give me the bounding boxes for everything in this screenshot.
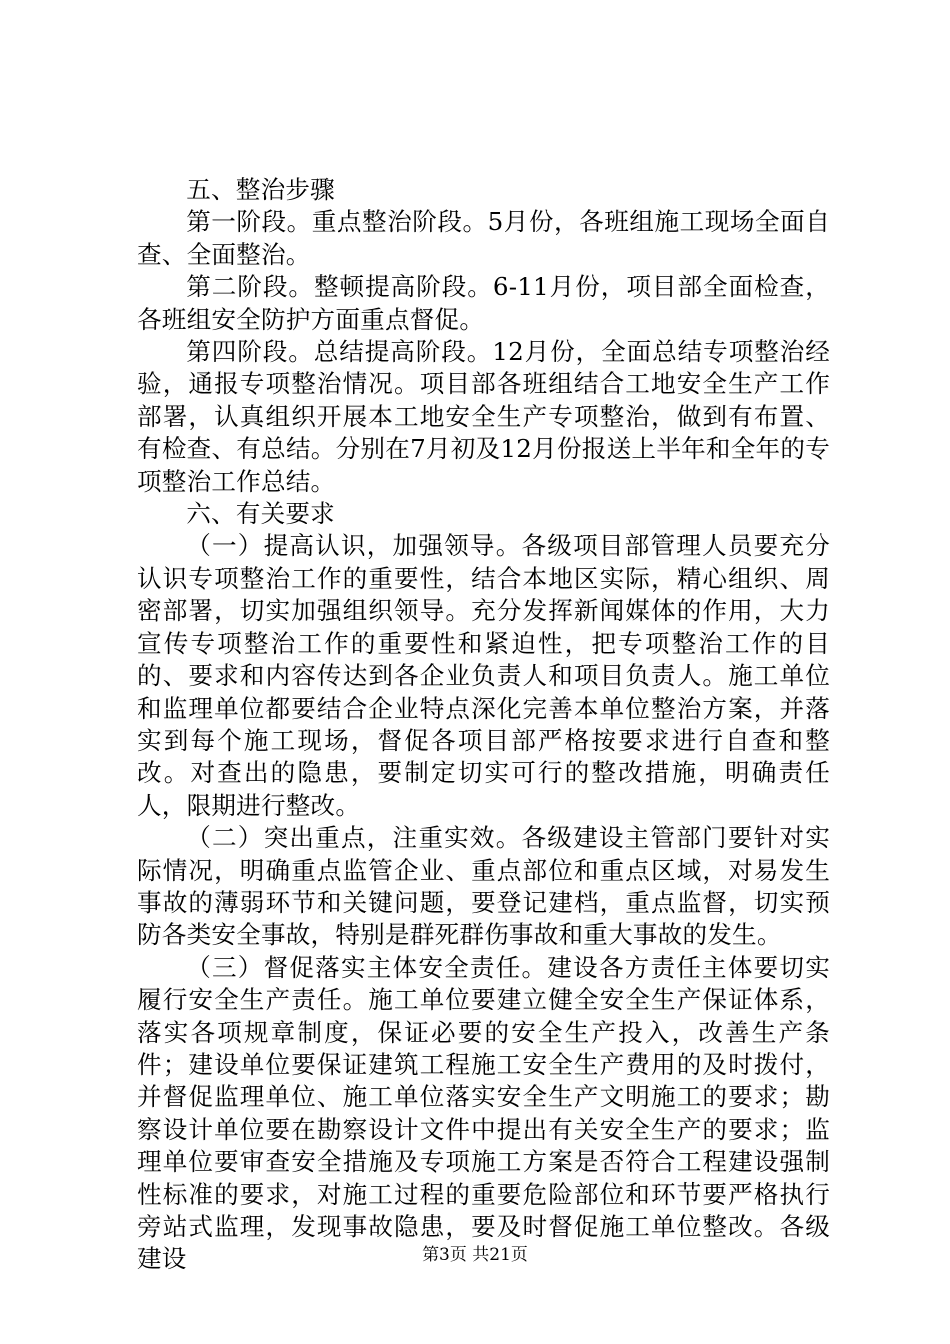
- paragraph: 第四阶段。总结提高阶段。12月份，全面总结专项整治经验，通报专项整治情况。项目部各班组结合工地安全生产工作部署，认真组织开展本工地安全生产专项整治，做到有布置、有检查、有总结。分别在7月初及12月份报送上半年和全年的专项整治工作总结。: [137, 337, 830, 496]
- section-heading: 五、整治步骤: [186, 175, 335, 204]
- section-heading: 六、有关要求: [186, 499, 335, 529]
- paragraph: （二）突出重点，注重实效。各级建设主管部门要针对实际情况，明确重点监管企业、重点部位和重点区域，对易发生事故的薄弱环节和关键问题，要登记建档，重点监督，切实预防各类安全事故，特别是群死群伤事故和重大事故的发生。: [137, 823, 830, 950]
- paragraph: （三）督促落实主体安全责任。建设各方责任主体要切实履行安全生产责任。施工单位要建立健全安全生产保证体系，落实各项规章制度，保证必要的安全生产投入，改善生产条件；建设单位要保证建筑工程施工安全生产费用的及时拨付，并督促监理单位、施工单位落实安全生产文明施工的要求；勘察设计单位要在勘察设计文件中提出有关安全生产的要求；监理单位要审查安全措施及专项施工方案是否符合工程建设强制性标准的要求，对施工过程的重要危险部位和环节要严格执行旁站式监理，发现事故隐患，要及时督促施工单位整改。各级建设: [137, 952, 830, 1274]
- paragraph: 第一阶段。重点整治阶段。5月份，各班组施工现场全面自查、全面整治。: [137, 207, 830, 269]
- document-body: [137, 174, 830, 1276]
- page-number: 第3页 共21页: [422, 1245, 528, 1265]
- paragraph: （一）提高认识，加强领导。各级项目部管理人员要充分认识专项整治工作的重要性，结合本地区实际，精心组织、周密部署，切实加强组织领导。充分发挥新闻媒体的作用，大力宣传专项整治工作的重要性和紧迫性，把专项整治工作的目的、要求和内容传达到各企业负责人和项目负责人。施工单位和监理单位都要结合企业特点深化完善本单位整治方案，并落实到每个施工现场，督促各项目部严格按要求进行自查和整改。对查出的隐患，要制定切实可行的整改措施，明确责任人，限期进行整改。: [137, 531, 830, 820]
- paragraph: 第二阶段。整顿提高阶段。6-11月份，项目部全面检查，各班组安全防护方面重点督促。: [137, 272, 830, 334]
